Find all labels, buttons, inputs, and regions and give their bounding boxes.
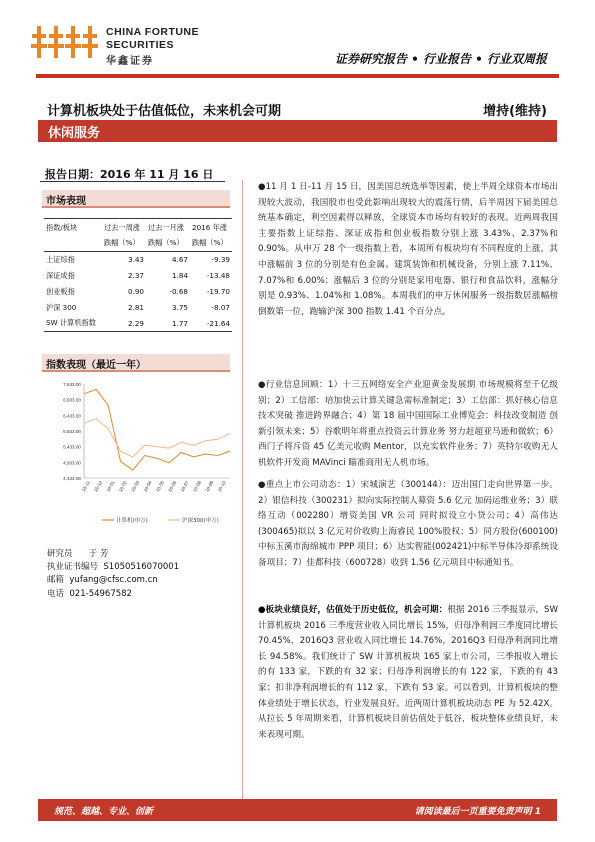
cell-month: 3.75 — [171, 303, 188, 312]
cell-year: -13.48 — [206, 271, 230, 280]
table-row — [44, 252, 232, 268]
cell-week: 2.81 — [127, 303, 144, 312]
logo-mark-icon — [30, 24, 98, 60]
legend-label: 沪深300(申万) — [182, 518, 219, 524]
cell-year: -9.39 — [211, 255, 230, 265]
company-logo — [30, 18, 230, 68]
col-header: 过去一周涨跌幅（%） — [104, 223, 140, 247]
market-table — [44, 218, 232, 332]
y-tick-label: 7,633.00 — [63, 382, 81, 387]
col-header: 2016 年涨跌幅（%） — [192, 223, 228, 247]
y-tick-label: 6,933.00 — [63, 397, 81, 403]
cell-month: 4.67 — [171, 255, 188, 265]
rating-badge: 增持(维持) — [483, 104, 547, 119]
legend-label: 计算机(申万) — [116, 518, 148, 524]
report-type-subtitle: 证券研究报告 • 行业报告 • 行业双周报 — [334, 52, 547, 66]
x-tick-label: 16-07 — [179, 480, 190, 493]
col-header: 过去一月涨跌幅（%） — [148, 223, 184, 247]
paragraph-company-news: ●重点上市公司动态：1）宋城演艺（300144）：迈出国门走向世界第一步。2）银信科技（300231）拟向实际控制人募资 5.6 亿元 加码运维业务；3）联络互动（002280）增资美国 VR 公司 同时拟设立小贷公司；4）高伟达(300465)拟以 3 亿元对价收购上海睿民 100%股权；5）同方股份(600100)中标玉溪市海绵城市 PPP 项目；6）达实智能(002421)中标半导体冷却系统设备项目；7）佳都科技（600728）收到 1.56 亿元项目中标通知书。 — [258, 480, 558, 568]
cell-week: 3.43 — [127, 255, 144, 265]
cell-week: 2.29 — [127, 318, 144, 328]
analyst-phone: 电话 021-54967582 — [47, 588, 132, 599]
cell-week: 0.90 — [127, 287, 144, 296]
x-tick-label: 15-11 — [80, 480, 91, 493]
y-tick-label: 4,433.00 — [63, 476, 81, 481]
x-tick-label: 16-02 — [117, 480, 128, 493]
table-header-row — [44, 219, 232, 252]
paragraph-outlook — [258, 603, 558, 743]
table-row — [44, 316, 232, 332]
cell-name: SW 计算机指数 — [46, 318, 96, 328]
analyst-license: 执业证书编号 S1050516070001 — [47, 562, 180, 573]
paragraph-market-review: ●11 月 1 日-11 月 15 日，因美国总统选举等因素，使上半周全球资本市场出现较大波动，我国股市也受此影响出现较大的震荡行情，后半周因下届美国总统基本确定，利空因素得以释放，全球资本市场均有较好的表现。近两周我国主要指数上证综指、深证成指和创业板指数分别上涨 3.43%、2.37%和 0.90%。从申万 28 个一级指数上看，本周所有板块均有不同程度的上涨，其中涨幅前 3 位的分别是有色金属、建筑装饰和机械设备，分别上涨 7.11%、7.07%和 6.00%；涨幅后 3 位的分别是家用电器、银行和食品饮料，涨幅分别是 0.93%、1.04%和 1.08%。本周我们的申万休闲服务一级指数居涨幅榜倒数第一位，跑输沪深 300 指数 1.41 个百分点。 — [258, 182, 558, 317]
cell-year: -8.07 — [211, 303, 230, 312]
report-date: 报告日期：2016 年 11 月 16 日 — [45, 168, 214, 181]
analyst-name: 研究员 于 芳 — [47, 549, 109, 559]
cell-year: -19.70 — [206, 287, 230, 296]
x-tick-label: 16-10 — [216, 480, 227, 493]
series-line-1 — [84, 419, 230, 457]
x-tick-label: 16-01 — [105, 480, 116, 493]
table-row — [44, 284, 232, 300]
header-rule — [36, 74, 559, 78]
cell-month: 1.77 — [171, 318, 188, 328]
company-name-cn: 华鑫证券 — [106, 56, 154, 67]
market-section-heading: 市场表现 — [42, 190, 230, 208]
paragraph-industry-news: ●行业信息回顾：1）十三五网络安全产业迎黄金发展期 市场规模将至千亿级别；2）工信部：培加快云计算关键急需标准制定；3）工信部：抓好核心信息技术突破 推进跨界融合；4）第 18 届中国国际工业博览会：科技改变制造 创新引领未来；5）谷歌明年将重点投资云计算业务 努力赶超亚马逊和微软；6）西门子将斥资 45 亿美元收购 Mentor，以充实软件业务；7）英特尔收购无人机软件开发商 MAVinci 瞄准商用无人机市场。 — [258, 380, 558, 468]
cell-name: 沪深 300 — [46, 302, 77, 312]
outlook-text: 根据 2016 三季报显示，SW 计算机板块 2016 三季度营业收入同比增长 15%，归母净利润三季度同比增长 70.45%，2016Q3 营业收入同比增长 14.76%，2016Q3 归母净利润同比增长 94.58%。我们统计了 SW 计算机板块 165 家上市公司，三季报收入增长的有 133 家，下跌的有 32 家；归母净利润增长的有 122 家，下跌的有 43 家；扣非净利润增长的有 112 家，下跌有 53 家。可以看到，计算机板块的整体业绩处于增长状态，行业发展良好。近两周计算机板块动态 PE 为 52.42X。从拉长 5 年周期来看，计算机板块目前估值处于低谷，板块整体业绩良好，未来表现可期。 — [258, 605, 559, 740]
date-divider — [40, 181, 225, 182]
y-tick-label: 5,433.00 — [63, 444, 81, 450]
x-tick-label: 16-09 — [204, 480, 215, 493]
x-tick-label: 16-03 — [130, 480, 141, 493]
cell-week: 2.37 — [127, 271, 144, 280]
table-row — [44, 300, 232, 316]
y-tick-label: 6,433.00 — [63, 413, 81, 419]
cell-name: 创业板指 — [46, 286, 75, 296]
cell-month: -0.68 — [169, 287, 188, 296]
column-divider — [242, 180, 243, 800]
sector-banner: 休闲服务 — [38, 120, 557, 142]
x-tick-label: 16-08 — [191, 480, 203, 493]
cell-name: 上证综指 — [46, 254, 75, 264]
company-name-en-1: CHINA FORTUNE — [106, 26, 200, 38]
footer-disclaimer: 请阅读最后一页重要免责声明 1 — [414, 807, 541, 817]
cell-month: 1.84 — [171, 271, 188, 280]
series-line-0 — [84, 389, 230, 470]
analyst-email: 邮箱 yufang@cfsc.com.cn — [47, 575, 158, 586]
cell-year: -21.64 — [206, 318, 230, 328]
footer-bar — [38, 799, 557, 821]
x-tick-label: 16-06 — [167, 480, 178, 493]
y-tick-label: 4,933.00 — [63, 460, 81, 466]
x-tick-label: 16-04 — [142, 480, 153, 493]
outlook-lead: ●板块业绩良好，估值处于历史低位，机会可期： — [258, 605, 448, 615]
x-tick-label: 15-12 — [93, 480, 104, 493]
cell-name: 深证成指 — [46, 270, 75, 280]
x-tick-label: 16-05 — [154, 480, 166, 493]
footer-slogan: 规范、超越、专业、创新 — [54, 807, 154, 817]
company-name-en-2: SECURITIES — [106, 39, 175, 51]
col-header: 指数/板块 — [46, 223, 78, 232]
index-line-chart — [40, 374, 236, 534]
index-section-heading: 指数表现（最近一年） — [42, 354, 230, 372]
table-row — [44, 268, 232, 284]
analyst-contact — [47, 548, 179, 601]
report-title: 计算机板块处于估值低位，未来机会可期 — [47, 104, 282, 119]
y-tick-label: 5,933.00 — [63, 429, 81, 434]
